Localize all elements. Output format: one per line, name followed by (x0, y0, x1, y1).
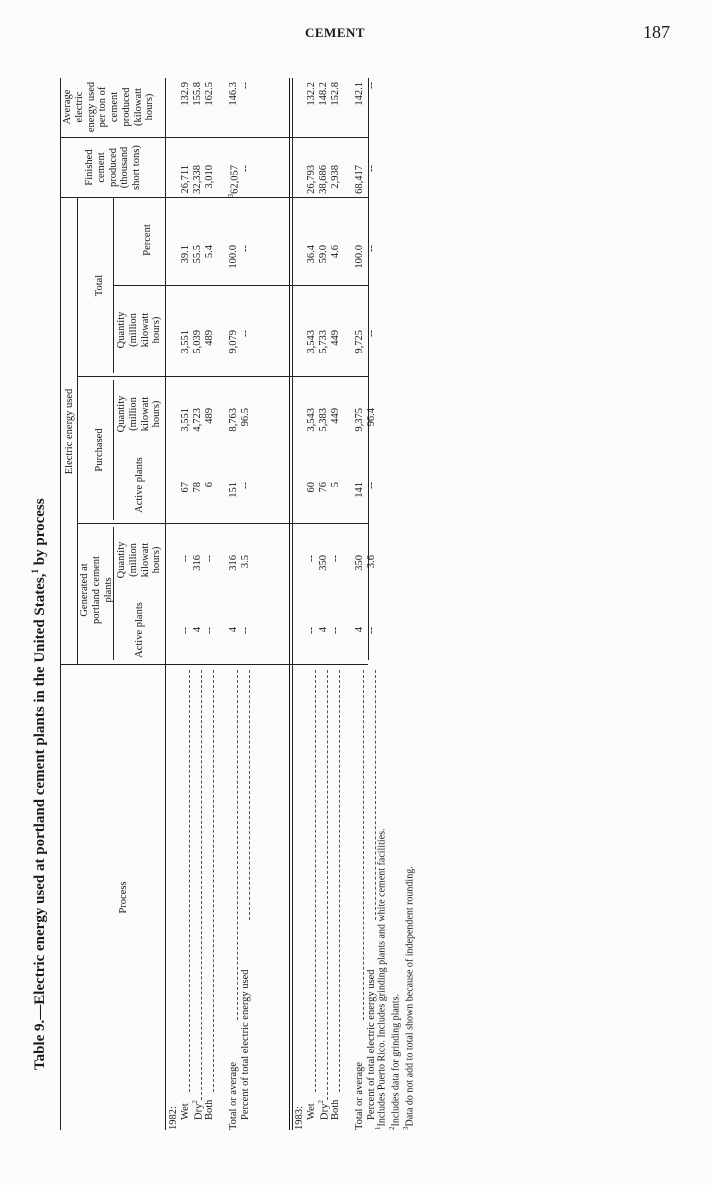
row-both-0-gen-plants: -- (204, 627, 215, 634)
row-percent-0-tot-pct: -- (240, 245, 251, 252)
row-wet-1-pur-qty: 3,543 (306, 408, 317, 432)
footnotes (374, 829, 415, 1130)
row-both-0-pur-plants: 6 (204, 482, 215, 488)
row-total-1-leader (363, 670, 364, 1020)
row-dry-1-label: Dry$^2$ (317, 1100, 331, 1120)
page-number: 187 (643, 22, 670, 42)
row-percent-0-label: Percent of total electric energy used (240, 969, 251, 1120)
row-total-0-avg: 146.3 (228, 82, 239, 106)
row-total-0-label: Total or average (228, 1061, 239, 1130)
row-total-1-gen-qty: 350 (354, 555, 365, 571)
row-wet-0-tot-pct: 39.1 (180, 245, 191, 264)
row-wet-1-cement: 26,793 (306, 165, 317, 194)
row-total-0-leader (237, 670, 238, 1020)
row-percent-0-pur-plants: -- (240, 482, 251, 489)
row-total-0-pur-qty: 8,763 (228, 408, 239, 432)
header-gen-quantity: Quantity (million kilowatt hours) (116, 541, 163, 579)
section-divider-rule-2 (292, 78, 293, 1130)
row-both-0-pur-qty: 489 (204, 408, 215, 424)
header-pur-quantity: Quantity (million kilowatt hours) (116, 395, 163, 433)
row-both-1-avg: 152.8 (330, 82, 341, 106)
row-wet-0-leader (189, 670, 190, 1092)
header-average-energy: Average electric energy used per ton of cement produced (kilowatt hours) (62, 81, 156, 133)
purchased-group-rule (113, 380, 114, 520)
row-both-1-cement: 2,938 (330, 165, 341, 189)
row-both-1-gen-qty: -- (330, 555, 341, 562)
row-percent-1-gen-plants: -- (366, 627, 377, 634)
row-dry-1-gen-plants: 4 (318, 627, 329, 633)
row-total-0-cement: $^3$62,057 (227, 165, 241, 198)
row-dry-0-pur-plants: 78 (192, 482, 203, 493)
header-tot-quantity: Quantity (million kilowatt hours) (116, 311, 163, 349)
title-footnote-mark: 1 (30, 568, 40, 574)
footnote-mark: 2 (191, 1100, 199, 1104)
row-percent-1-tot-qty: -- (366, 330, 377, 337)
row-total-1-cement: 68,417 (354, 165, 365, 194)
row-percent-1-cement: -- (366, 165, 377, 172)
header-electric-energy-used: Electric energy used (64, 388, 75, 475)
energy-group-rule (77, 198, 78, 665)
header-bottom-rule (165, 78, 166, 1130)
row-both-1-gen-plants: -- (330, 627, 341, 634)
row-dry-0-pur-qty: 4,723 (192, 408, 203, 432)
row-both-1-tot-qty: 449 (330, 330, 341, 346)
row-dry-1-pur-plants: 76 (318, 482, 329, 493)
row-wet-1-avg: 132.2 (306, 82, 317, 106)
row-wet-0-pur-qty: 3,551 (180, 408, 191, 432)
row-wet-1-label: Wet (306, 1103, 317, 1120)
row-total-0-pur-plants: 151 (228, 482, 239, 498)
rotated-table-block (30, 30, 690, 1130)
row-percent-1-label: Percent of total electric energy used (366, 969, 377, 1120)
header-generated: Generated at portland cement plants (79, 556, 114, 624)
row-both-0-avg: 162.5 (204, 82, 215, 106)
row-wet-1-gen-plants: -- (306, 627, 317, 634)
table-title: Table 9.—Electric energy used at portland cement plants in the United States,$^1$ by process (30, 498, 48, 1070)
row-total-1-pur-plants: 141 (354, 482, 365, 498)
row-wet-0-avg: 132.9 (180, 82, 191, 106)
row-dry-0-leader (201, 670, 202, 1100)
row-dry-0-gen-qty: 316 (192, 555, 203, 571)
row-percent-1-pur-qty: 96.4 (366, 408, 377, 427)
row-dry-1-cement: 38,686 (318, 165, 329, 194)
row-both-1-pur-plants: 5 (330, 482, 341, 488)
footnote-3: $^3$Data do not add to total shown because of independent rounding. (401, 866, 415, 1130)
row-dry-0-label: Dry$^2$ (191, 1100, 205, 1120)
row-wet-1-gen-qty: -- (306, 555, 317, 562)
row-both-1-label: Both (330, 1099, 341, 1120)
row-dry-0-tot-qty: 5,039 (192, 330, 203, 354)
row-both-1-leader (339, 670, 340, 1092)
table-top-rule (60, 78, 61, 1130)
footnote-1: $^1$Includes Puerto Rico. Includes grinding plants and white cement facilities. (374, 828, 388, 1130)
row-percent-0-pur-qty: 96.5 (240, 408, 251, 427)
row-both-0-tot-qty: 489 (204, 330, 215, 346)
row-dry-0-avg: 155.8 (192, 82, 203, 106)
row-dry-1-tot-pct: 59.0 (318, 245, 329, 264)
header-process: Process (118, 881, 129, 914)
row-dry-0-cement: 32,338 (192, 165, 203, 194)
row-dry-1-tot-qty: 5,733 (318, 330, 329, 354)
row-wet-0-gen-qty: -- (180, 555, 191, 562)
row-percent-1-avg: -- (366, 82, 377, 89)
row-both-0-cement: 3,010 (204, 165, 215, 189)
row-percent-0-tot-qty: -- (240, 330, 251, 337)
row-wet-1-pur-plants: 60 (306, 482, 317, 493)
row-dry-1-pur-qty: 5,383 (318, 408, 329, 432)
header-tot-percent: Percent (142, 224, 153, 256)
row-total-1-avg: 142.1 (354, 82, 365, 106)
row-total-0-tot-qty: 9,079 (228, 330, 239, 354)
row-wet-1-tot-qty: 3,543 (306, 330, 317, 354)
header-total: Total (94, 274, 105, 297)
row-percent-1-gen-qty: 3.6 (366, 555, 377, 569)
row-both-0-leader (213, 670, 214, 1092)
row-percent-0-cement: -- (240, 165, 251, 172)
row-wet-1-leader (315, 670, 316, 1092)
row-percent-0-leader (249, 670, 250, 920)
row-both-1-tot-pct: 4.6 (330, 245, 341, 259)
row-percent-0-avg: -- (240, 82, 251, 89)
row-dry-0-tot-pct: 55.5 (192, 245, 203, 264)
row-wet-0-tot-qty: 3,551 (180, 330, 191, 354)
row-percent-0-gen-plants: -- (240, 627, 251, 634)
row-wet-0-cement: 26,711 (180, 165, 191, 194)
row-dry-0-gen-plants: 4 (192, 627, 203, 633)
header-gen-active-plants: Active plants (134, 602, 145, 658)
row-total-0-tot-pct: 100.0 (228, 245, 239, 269)
row-total-1-label: Total or average (354, 1061, 365, 1130)
row-percent-1-pur-plants: -- (366, 482, 377, 489)
row-total-1-tot-qty: 9,725 (354, 330, 365, 354)
row-both-0-label: Both (204, 1099, 215, 1120)
year-label: 1982: (168, 1106, 179, 1130)
header-purchased: Purchased (94, 428, 105, 472)
energy-table (60, 78, 377, 1130)
row-dry-1-avg: 148.2 (318, 82, 329, 106)
row-both-1-pur-qty: 449 (330, 408, 341, 424)
row-percent-0-gen-qty: 3.5 (240, 555, 251, 569)
row-total-0-gen-qty: 316 (228, 555, 239, 571)
row-total-1-tot-pct: 100.0 (354, 245, 365, 269)
footnote-2: $^2$Includes data for grinding plants. (387, 994, 402, 1130)
row-percent-1-tot-pct: -- (366, 245, 377, 252)
header-pur-active-plants: Active plants (134, 457, 145, 513)
header-finished-cement: Finished cement produced (thousand short tons) (84, 145, 142, 190)
row-wet-1-tot-pct: 36.4 (306, 245, 317, 264)
row-dry-1-gen-qty: 350 (318, 555, 329, 571)
running-title: CEMENT (305, 25, 366, 40)
section-divider-rule (289, 78, 290, 1130)
footnote-mark: 2 (317, 1100, 325, 1104)
row-total-1-pur-qty: 9,375 (354, 408, 365, 432)
row-both-0-tot-pct: 5.4 (204, 245, 215, 259)
row-wet-0-label: Wet (180, 1103, 191, 1120)
row-dry-1-leader (327, 670, 328, 1100)
row-wet-0-pur-plants: 67 (180, 482, 191, 493)
row-both-0-gen-qty: -- (204, 555, 215, 562)
row-wet-0-gen-plants: -- (180, 627, 191, 634)
year-label: 1983: (294, 1106, 305, 1130)
row-total-0-gen-plants: 4 (228, 627, 239, 633)
row-total-1-gen-plants: 4 (354, 627, 365, 633)
footnote-mark: 3 (227, 193, 235, 198)
